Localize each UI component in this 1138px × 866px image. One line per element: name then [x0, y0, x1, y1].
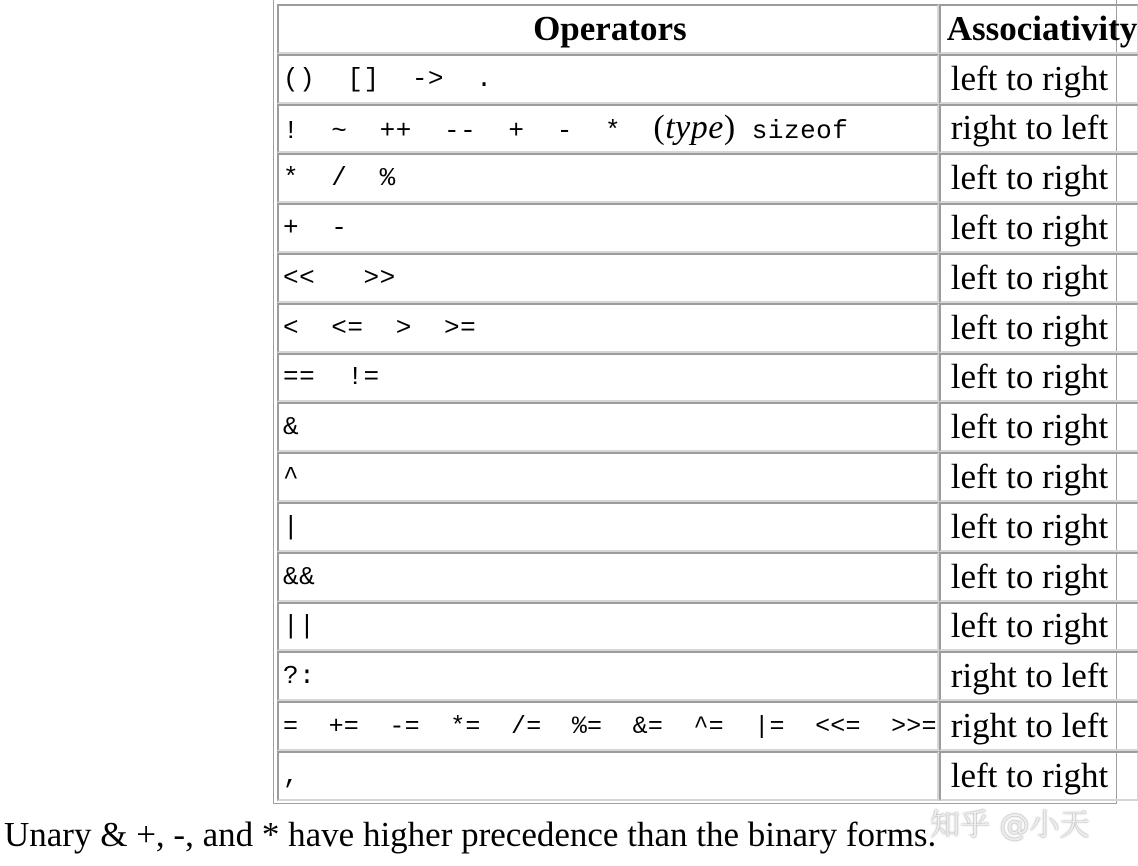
table-row	[277, 502, 1138, 552]
table-row	[277, 54, 1138, 104]
associativity-cell: right to left	[950, 108, 1109, 148]
associativity-cell: left to right	[950, 606, 1109, 646]
associativity-cell: left to right	[950, 257, 1109, 297]
operators-cell: * / %	[283, 163, 396, 194]
table-row	[277, 452, 1138, 502]
operators-cell: &	[283, 412, 300, 443]
operators-cell: |	[283, 511, 300, 542]
table-row	[277, 104, 1138, 154]
operators-cell: &&	[283, 561, 316, 592]
associativity-cell: right to left	[950, 656, 1109, 696]
associativity-cell: left to right	[950, 158, 1109, 198]
associativity-cell: left to right	[950, 407, 1109, 447]
table-row	[277, 203, 1138, 253]
operators-header: Operators	[277, 4, 939, 54]
associativity-cell: left to right	[950, 357, 1109, 397]
associativity-cell: left to right	[950, 457, 1109, 497]
associativity-cell: left to right	[950, 556, 1109, 596]
operators-cell: () [] -> .	[283, 63, 493, 94]
footnote-text: Unary & +, -, and * have higher precedence than the binary forms.	[4, 815, 937, 854]
operators-cell: < <= > >=	[283, 312, 477, 343]
table-header-row	[277, 4, 1138, 54]
table-row	[277, 303, 1138, 353]
associativity-cell: left to right	[950, 58, 1109, 98]
precedence-table-frame	[273, 0, 1138, 804]
associativity-header: Associativity	[939, 4, 1138, 54]
operators-cell: ^	[283, 462, 300, 493]
associativity-cell: left to right	[950, 307, 1109, 347]
operators-cell: ,	[283, 760, 300, 791]
table-row	[277, 153, 1138, 203]
operators-cell: ?:	[283, 661, 316, 692]
table-row	[277, 353, 1138, 403]
operators-cell: = += -= *= /= %= &= ^= |= <<= >>=	[283, 711, 937, 741]
table-row	[277, 751, 1138, 801]
operators-cell: ! ~ ++ -- + - * (type) sizeof	[283, 109, 849, 147]
associativity-cell: left to right	[950, 755, 1109, 795]
associativity-cell: left to right	[950, 208, 1109, 248]
zhihu-watermark: 知乎 @小天	[930, 808, 1090, 843]
operators-cell: ||	[283, 611, 316, 642]
operators-cell: << >>	[283, 262, 396, 293]
table-row	[277, 651, 1138, 701]
type-cast-word: type	[665, 109, 724, 147]
table-row	[277, 602, 1138, 652]
table-row	[277, 402, 1138, 452]
table-row	[277, 253, 1138, 303]
associativity-cell: right to left	[950, 706, 1109, 746]
table-row	[277, 552, 1138, 602]
associativity-cell: left to right	[950, 506, 1109, 546]
table-row	[277, 701, 1138, 751]
precedence-table	[277, 4, 1138, 801]
operators-cell: + -	[283, 213, 348, 244]
operators-cell: == !=	[283, 362, 380, 393]
